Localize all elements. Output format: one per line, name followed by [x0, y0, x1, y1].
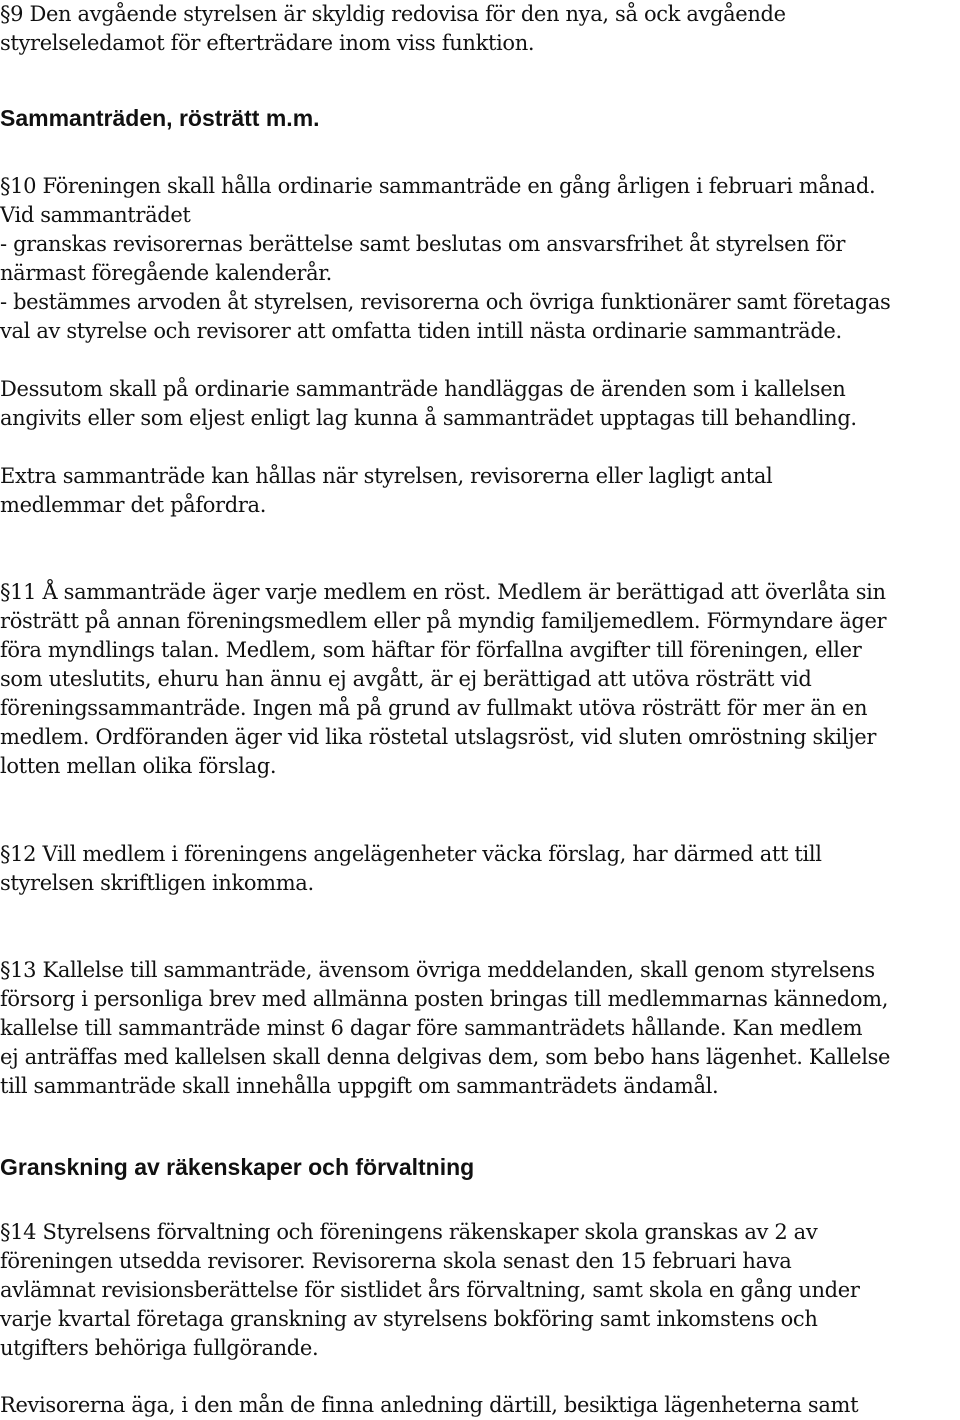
text-line: - bestämmes arvoden åt styrelsen, revisorerna och övriga funktionärer samt företagas: [0, 290, 891, 314]
text-line: medlemmar det påfordra.: [0, 493, 267, 517]
text-line: medlem. Ordföranden äger vid lika röstetal utslagsröst, vid sluten omröstning skiljer: [0, 725, 877, 749]
text-line: utgifters behöriga fullgörande.: [0, 1336, 319, 1360]
text-line: Extra sammanträde kan hållas när styrelsen, revisorerna eller lagligt antal: [0, 464, 773, 488]
text-line: val av styrelse och revisorer att omfatta tiden intill nästa ordinarie sammanträde.: [0, 319, 842, 343]
text-line: försorg i personliga brev med allmänna posten bringas till medlemmarnas kännedom,: [0, 987, 889, 1011]
text-line: närmast föregående kalenderår.: [0, 261, 333, 285]
text-line: §12 Vill medlem i föreningens angelägenheter väcka förslag, har därmed att till: [0, 842, 822, 866]
text-line: avlämnat revisionsberättelse för sistlidet års förvaltning, samt skola en gång under: [0, 1278, 860, 1302]
text-line: som uteslutits, ehuru han ännu ej avgått, är ej berättigad att utöva rösträtt vid: [0, 667, 812, 691]
text-line: - granskas revisorernas berättelse samt beslutas om ansvarsfrihet åt styrelsen för: [0, 232, 846, 256]
text-line: Dessutom skall på ordinarie sammanträde handläggas de ärenden som i kallelsen: [0, 377, 846, 401]
text-line: §9 Den avgående styrelsen är skyldig redovisa för den nya, så ock avgående: [0, 2, 786, 26]
text-line: §11 Å sammanträde äger varje medlem en röst. Medlem är berättigad att överlåta sin: [0, 580, 886, 604]
text-line: kallelse till sammanträde minst 6 dagar före sammanträdets hållande. Kan medlem: [0, 1016, 863, 1040]
text-line: Revisorerna äga, i den mån de finna anledning därtill, besiktiga lägenheterna samt: [0, 1393, 859, 1417]
section-heading: Sammanträden, rösträtt m.m.: [0, 105, 320, 131]
text-line: ej anträffas med kallelsen skall denna delgivas dem, som bebo hans lägenhet. Kallelse: [0, 1045, 891, 1069]
text-line: §10 Föreningen skall hålla ordinarie sammanträde en gång årligen i februari månad.: [0, 174, 876, 198]
text-line: styrelseledamot för efterträdare inom viss funktion.: [0, 31, 535, 55]
section-heading: Granskning av räkenskaper och förvaltning: [0, 1154, 475, 1180]
text-line: styrelsen skriftligen inkomma.: [0, 871, 314, 895]
text-line: varje kvartal företaga granskning av styrelsens bokföring samt inkomstens och: [0, 1307, 818, 1331]
text-line: angivits eller som eljest enligt lag kunna å sammanträdet upptagas till behandling.: [0, 406, 857, 430]
text-line: föreningssammanträde. Ingen må på grund av fullmakt utöva rösträtt för mer än en: [0, 696, 868, 720]
text-line: Vid sammanträdet: [0, 203, 191, 227]
text-line: rösträtt på annan föreningsmedlem eller på myndig familjemedlem. Förmyndare äger: [0, 609, 887, 633]
text-line: §14 Styrelsens förvaltning och föreningens räkenskaper skola granskas av 2 av: [0, 1220, 818, 1244]
text-line: föreningen utsedda revisorer. Revisorerna skola senast den 15 februari hava: [0, 1249, 792, 1273]
text-line: till sammanträde skall innehålla uppgift om sammanträdets ändamål.: [0, 1074, 719, 1098]
text-line: lotten mellan olika förslag.: [0, 754, 277, 778]
text-line: föra myndlings talan. Medlem, som häftar för förfallna avgifter till föreningen, eller: [0, 638, 862, 662]
text-line: §13 Kallelse till sammanträde, ävensom övriga meddelanden, skall genom styrelsens: [0, 958, 875, 982]
